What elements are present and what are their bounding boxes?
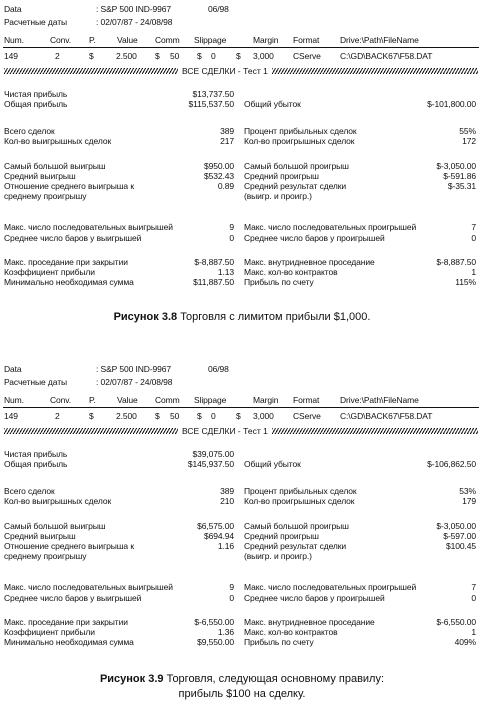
figure-caption-line2: прибыль $100 на сделку. [178, 688, 306, 700]
col-num: Num. [4, 35, 24, 45]
dates-label: Расчетные даты [4, 377, 68, 387]
avg-trade-label-2: (выигр. и проигр.) [244, 551, 312, 561]
row-margin: 3,000 [253, 51, 274, 61]
max-consec-loss-label: Макс. число последовательных проигрышей [244, 222, 417, 232]
total-trades-value: 389 [220, 126, 234, 136]
data-label: Data [4, 4, 22, 14]
ratio-value: 1.16 [217, 541, 234, 551]
max-intraday-dd-label: Макс. внутридневное проседание [244, 257, 375, 267]
gross-loss-value: $-106,862.50 [427, 459, 476, 469]
max-consec-loss-value: 7 [471, 582, 476, 592]
largest-loss-value: $-3,050.00 [436, 161, 476, 171]
row-format: CServe [293, 411, 321, 421]
col-num: Num. [4, 395, 24, 405]
avg-loss-label: Средний проигрыш [244, 171, 319, 181]
max-intraday-dd-label: Макс. внутридневное проседание [244, 617, 375, 627]
max-consec-win-value: 9 [229, 222, 234, 232]
row-format: CServe [293, 51, 321, 61]
hatch-right [272, 428, 478, 434]
min-account-label: Минимально необходимая сумма [4, 277, 134, 287]
col-margin: Margin [253, 395, 279, 405]
pct-profitable-value: 55% [459, 126, 476, 136]
col-path: Drive:\Path\FileName [340, 395, 419, 405]
max-contracts-value: 1 [471, 627, 476, 637]
winning-trades-value: 217 [220, 136, 234, 146]
profit-factor-label: Коэффициент прибыли [4, 627, 95, 637]
avg-bars-win-label: Среднее число баров у выигрышей [4, 593, 142, 603]
col-value: Value [117, 395, 138, 405]
max-close-dd-label: Макс. проседание при закрытии [4, 257, 128, 267]
avg-win-label: Средний выигрыш [4, 531, 76, 541]
total-trades-value: 389 [220, 486, 234, 496]
gross-loss-label: Общий убыток [244, 459, 301, 469]
net-profit-value: $39,075.00 [192, 449, 234, 459]
hatch-left [4, 68, 178, 74]
return-label: Прибыль по счету [244, 277, 314, 287]
net-profit-value: $13,737.50 [192, 89, 234, 99]
largest-loss-value: $-3,050.00 [436, 521, 476, 531]
max-intraday-dd-value: $-6,550.00 [436, 617, 476, 627]
ratio-label-2: среднему проигрышу [4, 191, 87, 201]
pct-profitable-label: Процент прибыльных сделок [244, 126, 357, 136]
net-profit-label: Чистая прибыль [4, 449, 68, 459]
avg-bars-win-label: Среднее число баров у выигрышей [4, 233, 142, 243]
profit-factor-label: Коэффициент прибыли [4, 267, 95, 277]
gross-profit-label: Общая прибыль [4, 459, 68, 469]
max-consec-win-label: Макс. число последовательных выигрышей [4, 222, 173, 232]
col-value: Value [117, 35, 138, 45]
row-value-currency: $ [89, 51, 94, 61]
col-p: P. [89, 35, 96, 45]
largest-win-label: Самый большой выигрыш [4, 161, 106, 171]
avg-bars-win-value: 0 [229, 233, 234, 243]
avg-trade-label-1: Средний результат сделки [244, 181, 347, 191]
avg-loss-value: $-597.00 [443, 531, 476, 541]
largest-win-value: $950.00 [203, 161, 234, 171]
max-close-dd-label: Макс. проседание при закрытии [4, 617, 128, 627]
min-account-value: $9,550.00 [197, 637, 234, 647]
avg-bars-loss-value: 0 [471, 233, 476, 243]
max-contracts-label: Макс. кол-во контрактов [244, 627, 338, 637]
avg-win-value: $532.43 [203, 171, 234, 181]
max-close-dd-value: $-6,550.00 [194, 617, 234, 627]
max-intraday-dd-value: $-8,887.50 [436, 257, 476, 267]
col-conv: Conv. [50, 395, 72, 405]
avg-win-value: $694.94 [203, 531, 234, 541]
data-value: : S&P 500 IND-9967 [96, 4, 172, 14]
losing-trades-label: Кол-во проигрышных сделок [244, 496, 355, 506]
avg-trade-label-1: Средний результат сделки [244, 541, 347, 551]
ratio-label-1: Отношение среднего выигрыша к [4, 181, 134, 191]
row-slippage-currency: $ [197, 51, 202, 61]
row-comm: 50 [170, 51, 180, 61]
row-margin: 3,000 [253, 411, 274, 421]
max-close-dd-value: $-8,887.50 [194, 257, 234, 267]
figure-number: Рисунок 3.8 [113, 311, 178, 323]
row-comm-currency: $ [155, 51, 160, 61]
avg-loss-label: Средний проигрыш [244, 531, 319, 541]
row-margin-currency: $ [236, 51, 241, 61]
row-value: 2.500 [116, 411, 137, 421]
row-margin-currency: $ [236, 411, 241, 421]
ratio-label-1: Отношение среднего выигрыша к [4, 541, 134, 551]
min-account-label: Минимально необходимая сумма [4, 637, 134, 647]
row-path: C:\GD\BACK67\F58.DAT [340, 51, 433, 61]
avg-bars-loss-label: Среднее число баров у проигрышей [244, 233, 385, 243]
min-account-value: $11,887.50 [193, 277, 234, 287]
avg-bars-loss-label: Среднее число баров у проигрышей [244, 593, 385, 603]
section-banner: ВСЕ СДЕЛКИ - Тест 1 [182, 66, 268, 76]
header-rule [3, 407, 479, 408]
profit-factor-value: 1.36 [217, 627, 234, 637]
row-comm-currency: $ [155, 411, 160, 421]
row-path: C:\GD\BACK67\F58.DAT [340, 411, 433, 421]
return-value: 409% [454, 637, 476, 647]
gross-loss-label: Общий убыток [244, 99, 301, 109]
avg-loss-value: $-591.86 [443, 171, 476, 181]
winning-trades-label: Кол-во выигрышных сделок [4, 136, 112, 146]
total-trades-label: Всего сделок [4, 126, 55, 136]
col-path: Drive:\Path\FileName [340, 35, 419, 45]
max-contracts-value: 1 [471, 267, 476, 277]
row-conv: 2 [55, 411, 60, 421]
col-slippage: Slippage [194, 35, 227, 45]
avg-trade-value: $-35.31 [447, 181, 476, 191]
largest-win-value: $6,575.00 [197, 521, 234, 531]
figure-caption [0, 310, 484, 324]
col-comm: Comm [155, 395, 180, 405]
max-consec-win-label: Макс. число последовательных выигрышей [4, 582, 173, 592]
avg-bars-win-value: 0 [229, 593, 234, 603]
dates-label: Расчетные даты [4, 17, 68, 27]
data-extra: 06/98 [208, 364, 229, 374]
row-value-currency: $ [89, 411, 94, 421]
row-slippage-currency: $ [197, 411, 202, 421]
return-value: 115% [455, 277, 476, 287]
pct-profitable-label: Процент прибыльных сделок [244, 486, 357, 496]
max-consec-loss-value: 7 [471, 222, 476, 232]
winning-trades-label: Кол-во выигрышных сделок [4, 496, 112, 506]
losing-trades-label: Кол-во проигрышных сделок [244, 136, 355, 146]
profit-factor-value: 1.13 [217, 267, 234, 277]
col-conv: Conv. [50, 35, 72, 45]
row-slippage: 0 [211, 51, 216, 61]
data-label: Data [4, 364, 22, 374]
total-trades-label: Всего сделок [4, 486, 55, 496]
dates-value: : 02/07/87 - 24/08/98 [96, 377, 173, 387]
max-consec-loss-label: Макс. число последовательных проигрышей [244, 582, 417, 592]
winning-trades-value: 210 [220, 496, 234, 506]
dates-value: : 02/07/87 - 24/08/98 [96, 17, 173, 27]
losing-trades-value: 179 [462, 496, 476, 506]
losing-trades-value: 172 [462, 136, 476, 146]
max-consec-win-value: 9 [229, 582, 234, 592]
hatch-left [4, 428, 178, 434]
figure-caption-text: Торговля, следующая основному правилу: [166, 673, 385, 685]
figure-caption-text: Торговля с лимитом прибыли $1,000. [180, 311, 371, 323]
header-rule [3, 47, 479, 48]
max-contracts-label: Макс. кол-во контрактов [244, 267, 338, 277]
ratio-value: 0.89 [217, 181, 234, 191]
section-banner: ВСЕ СДЕЛКИ - Тест 1 [182, 426, 268, 436]
figure-caption [0, 672, 484, 686]
col-p: P. [89, 395, 96, 405]
largest-win-label: Самый большой выигрыш [4, 521, 106, 531]
row-conv: 2 [55, 51, 60, 61]
row-comm: 50 [170, 411, 180, 421]
col-comm: Comm [155, 35, 180, 45]
figure-number: Рисунок 3.9 [99, 673, 164, 685]
gross-profit-value: $145,937.50 [187, 459, 234, 469]
col-slippage: Slippage [194, 395, 227, 405]
avg-bars-loss-value: 0 [471, 593, 476, 603]
row-value: 2.500 [116, 51, 137, 61]
avg-trade-label-2: (выигр. и проигр.) [244, 191, 312, 201]
gross-profit-value: $115,537.50 [188, 99, 234, 109]
col-format: Format [293, 35, 320, 45]
data-extra: 06/98 [208, 4, 229, 14]
col-format: Format [293, 395, 320, 405]
hatch-right [272, 68, 478, 74]
gross-profit-label: Общая прибыль [4, 99, 68, 109]
avg-win-label: Средний выигрыш [4, 171, 76, 181]
row-num: 149 [4, 51, 18, 61]
row-slippage: 0 [211, 411, 216, 421]
row-num: 149 [4, 411, 18, 421]
data-value: : S&P 500 IND-9967 [96, 364, 172, 374]
return-label: Прибыль по счету [244, 637, 314, 647]
pct-profitable-value: 53% [459, 486, 476, 496]
largest-loss-label: Самый большой проигрыш [244, 161, 349, 171]
gross-loss-value: $-101,800.00 [427, 99, 476, 109]
ratio-label-2: среднему проигрышу [4, 551, 87, 561]
largest-loss-label: Самый большой проигрыш [244, 521, 349, 531]
col-margin: Margin [253, 35, 279, 45]
net-profit-label: Чистая прибыль [4, 89, 68, 99]
avg-trade-value: $100.45 [445, 541, 476, 551]
